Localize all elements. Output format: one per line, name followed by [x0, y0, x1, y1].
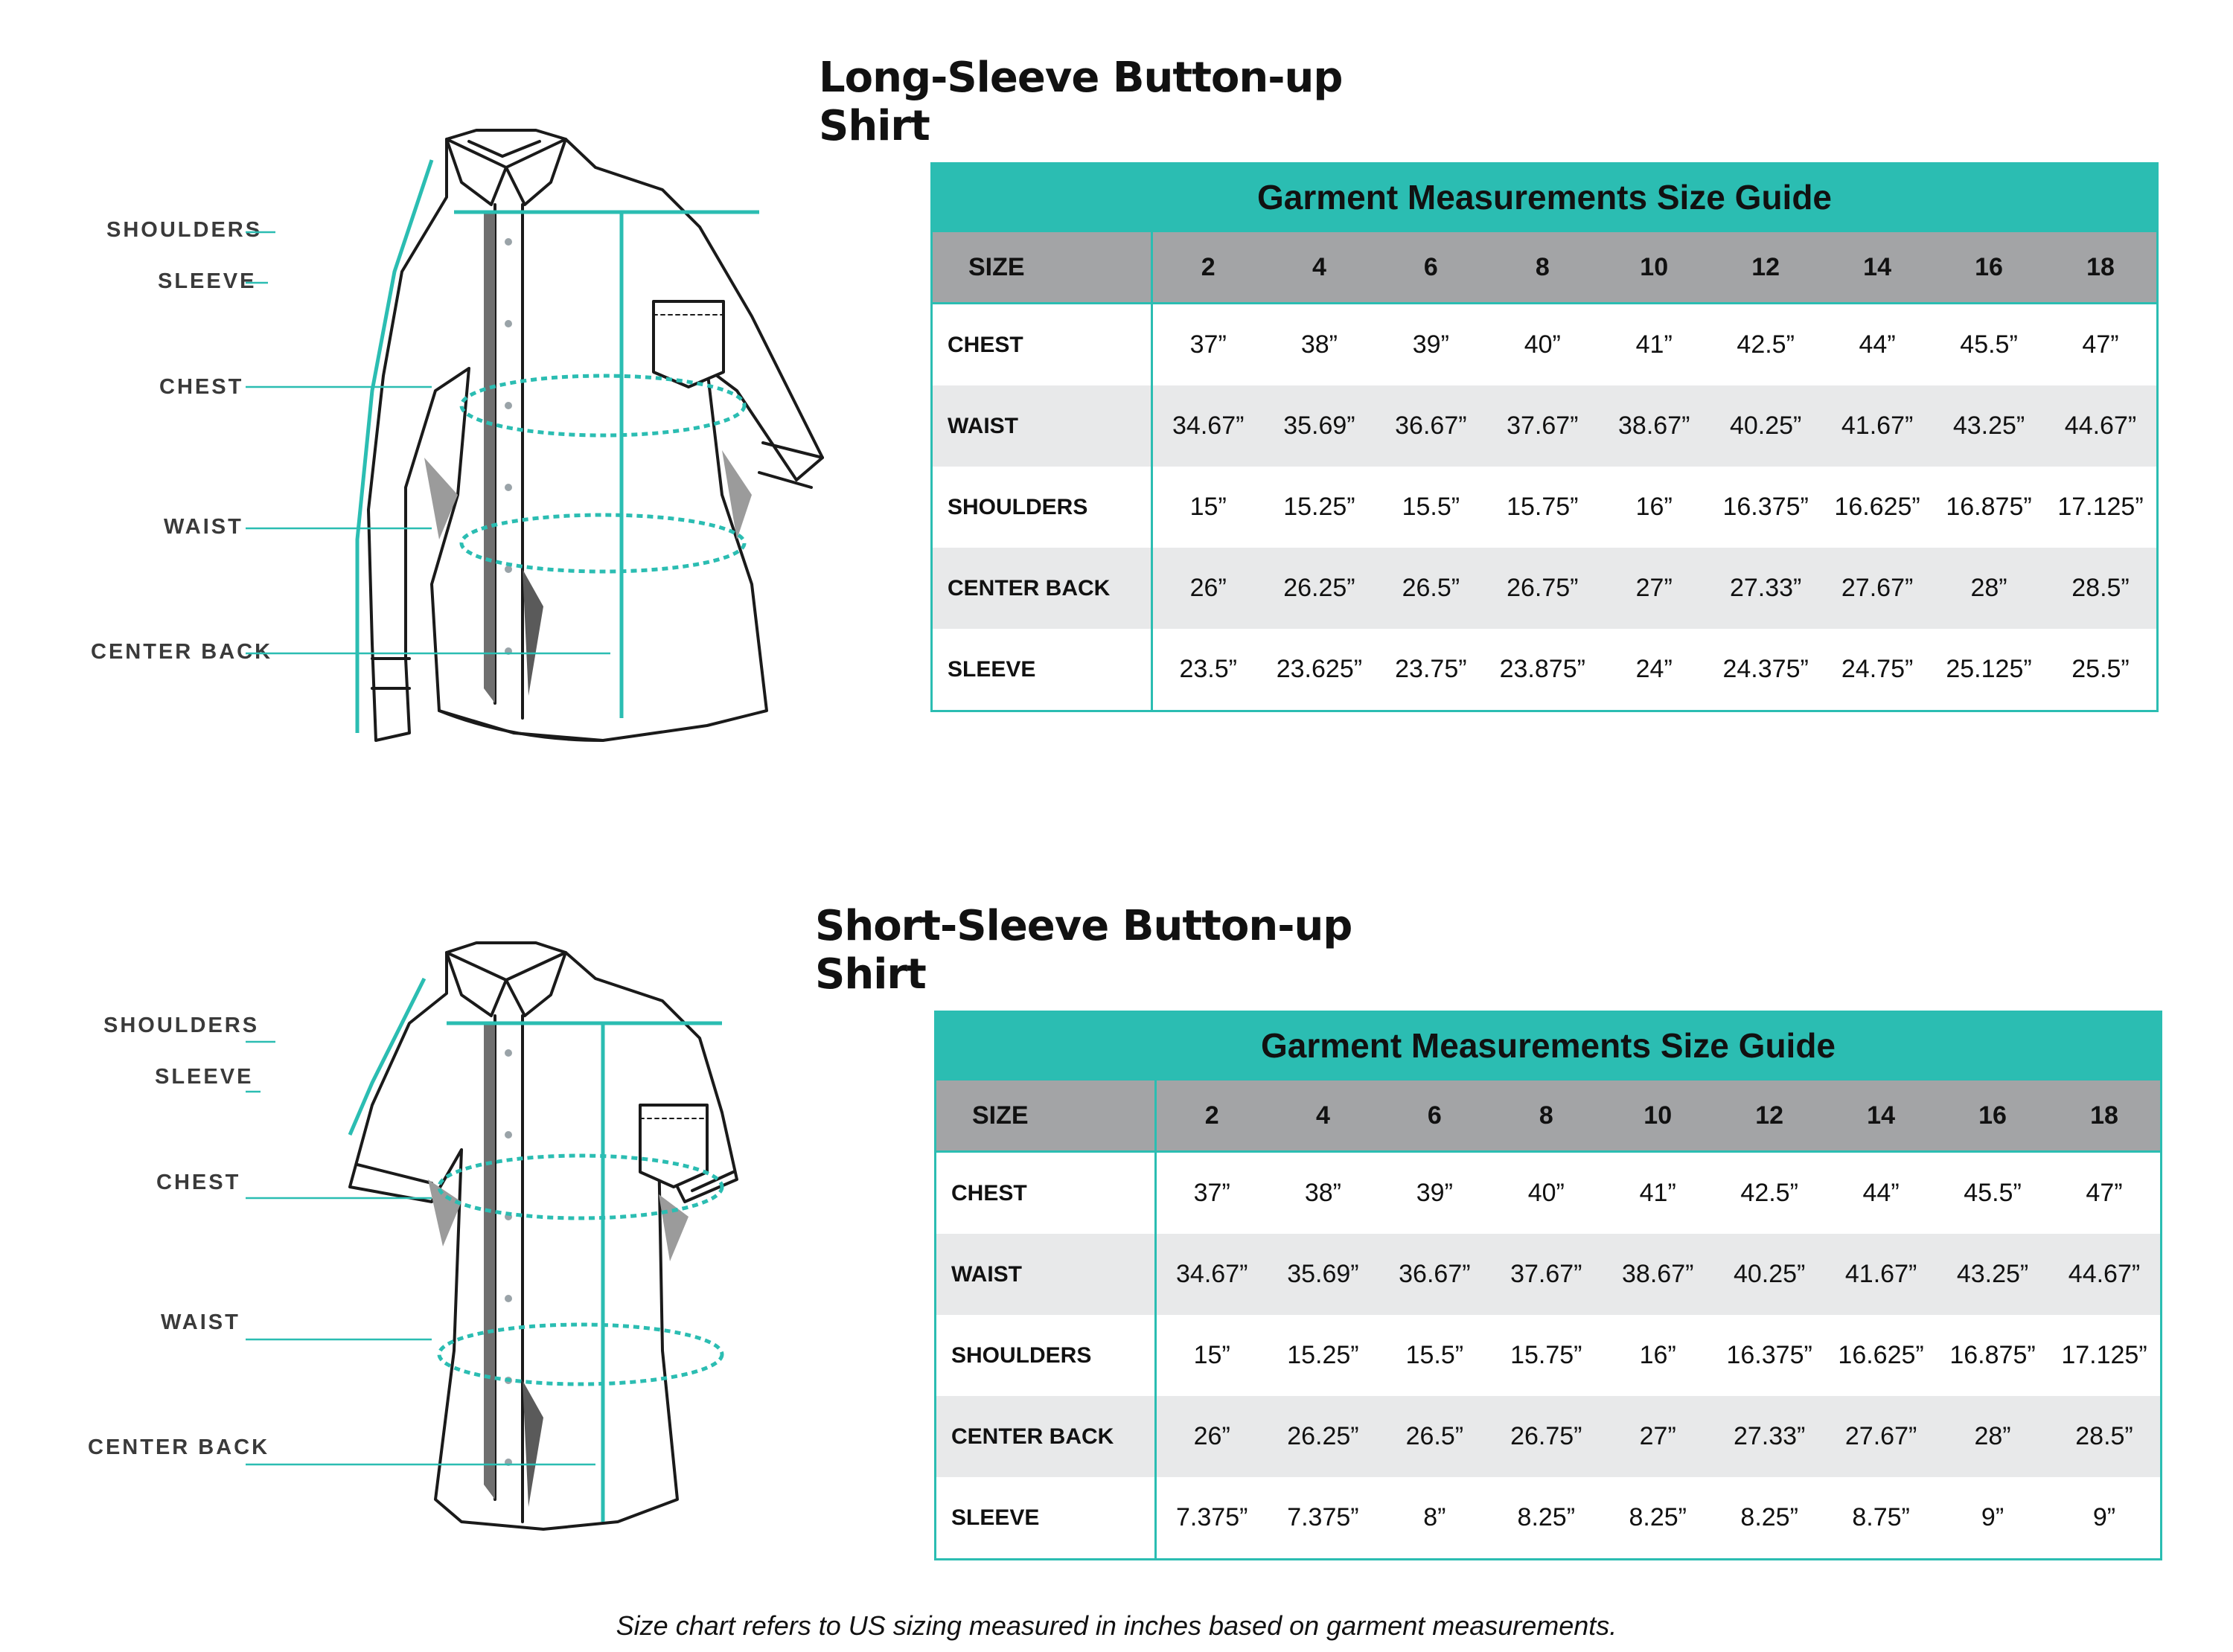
cell: 23.625” — [1276, 655, 1363, 683]
size-4: 4 — [1267, 1080, 1379, 1152]
cell: 16.625” — [1834, 493, 1920, 521]
cell: 16.875” — [1949, 1341, 2036, 1369]
cell: 40.25” — [1710, 385, 1821, 467]
table-row-shoulders — [933, 467, 2156, 548]
cell: 9” — [1981, 1503, 2004, 1531]
cell: 27” — [1598, 548, 1710, 629]
size-4: 4 — [1263, 232, 1375, 304]
cell: 26.75” — [1490, 1396, 1602, 1477]
label-center-back: CENTER BACK — [91, 640, 273, 664]
size-18: 18 — [2048, 1080, 2160, 1152]
cell: 15.5” — [1402, 493, 1460, 521]
cell: 28” — [1933, 548, 2045, 629]
cell: 43.25” — [1933, 385, 2045, 467]
cell: 47” — [2048, 1152, 2160, 1235]
cell: 35.69” — [1267, 1234, 1379, 1315]
cell: 40” — [1490, 1152, 1602, 1235]
cell: 34.67” — [1156, 1234, 1268, 1315]
long-sleeve-section — [0, 0, 2233, 804]
cell: 15” — [1193, 1341, 1230, 1369]
row-label: WAIST — [936, 1234, 1156, 1315]
row-label: CENTER BACK — [933, 548, 1152, 629]
cell: 7.375” — [1287, 1503, 1359, 1531]
cell: 43.25” — [1937, 1234, 2048, 1315]
size-guide-heading: Garment Measurements Size Guide — [930, 162, 2159, 232]
cell: 15.75” — [1510, 1341, 1582, 1369]
cell: 26.25” — [1267, 1396, 1379, 1477]
short-sleeve-section — [0, 848, 2233, 1652]
cell: 26.5” — [1375, 548, 1486, 629]
label-waist: WAIST — [164, 515, 243, 539]
size-6: 6 — [1379, 1080, 1490, 1152]
cell: 42.5” — [1710, 304, 1821, 386]
label-shoulders: SHOULDERS — [106, 218, 263, 242]
cell: 15.5” — [1405, 1341, 1464, 1369]
label-sleeve: SLEEVE — [155, 1065, 254, 1089]
cell: 36.67” — [1375, 385, 1486, 467]
cell: 26” — [1156, 1396, 1268, 1477]
size-10: 10 — [1602, 1080, 1713, 1152]
cell: 15” — [1189, 493, 1227, 521]
cell: 41” — [1598, 304, 1710, 386]
table-row-shoulders — [936, 1315, 2160, 1396]
cell: 44” — [1821, 304, 1933, 386]
cell: 15.25” — [1283, 493, 1355, 521]
cell: 16” — [1635, 493, 1673, 521]
size-14: 14 — [1825, 1080, 1937, 1152]
cell: 16.375” — [1726, 1341, 1812, 1369]
cell: 26.75” — [1486, 548, 1598, 629]
cell: 28.5” — [2045, 548, 2156, 629]
cell: 16.875” — [1946, 493, 2032, 521]
cell: 27.67” — [1821, 548, 1933, 629]
cell: 37.67” — [1486, 385, 1598, 467]
cell: 37.67” — [1490, 1234, 1602, 1315]
cell: 16.375” — [1722, 493, 1809, 521]
cell: 26” — [1152, 548, 1264, 629]
table-row-waist — [936, 1234, 2160, 1315]
cell: 15.75” — [1507, 493, 1579, 521]
cell: 16.625” — [1838, 1341, 1924, 1369]
measurement-labels — [0, 0, 273, 804]
size-18: 18 — [2045, 232, 2156, 304]
size-16: 16 — [1933, 232, 2045, 304]
long-sleeve-title: Long-Sleeve Button-up Shirt — [819, 54, 1343, 150]
cell: 8” — [1423, 1503, 1446, 1531]
size-14: 14 — [1821, 232, 1933, 304]
label-chest: CHEST — [156, 1171, 241, 1194]
label-center-back: CENTER BACK — [88, 1435, 270, 1459]
cell: 8.25” — [1517, 1503, 1576, 1531]
cell: 40.25” — [1713, 1234, 1825, 1315]
cell: 38” — [1267, 1152, 1379, 1235]
size-12: 12 — [1710, 232, 1821, 304]
size-12: 12 — [1713, 1080, 1825, 1152]
table-row-sleeve — [933, 629, 2156, 710]
cell: 41.67” — [1825, 1234, 1937, 1315]
cell: 45.5” — [1937, 1152, 2048, 1235]
size-guide-heading: Garment Measurements Size Guide — [934, 1011, 2162, 1080]
cell: 27.33” — [1710, 548, 1821, 629]
long-sleeve-size-table — [933, 232, 2156, 710]
short-sleeve-title: Short-Sleeve Button-up Shirt — [815, 902, 1352, 999]
row-label: SLEEVE — [933, 629, 1152, 710]
table-row-chest — [936, 1152, 2160, 1235]
cell: 8.75” — [1852, 1503, 1910, 1531]
table-row-center-back — [933, 548, 2156, 629]
cell: 27.33” — [1713, 1396, 1825, 1477]
cell: 25.5” — [2071, 655, 2130, 683]
size-column-header: SIZE — [936, 1080, 1156, 1152]
cell: 24” — [1635, 655, 1673, 683]
cell: 28” — [1937, 1396, 2048, 1477]
cell: 44.67” — [2048, 1234, 2160, 1315]
row-label: SHOULDERS — [936, 1315, 1156, 1396]
short-sleeve-shirt-illustration — [246, 934, 916, 1604]
table-row-sleeve — [936, 1477, 2160, 1558]
cell: 37” — [1156, 1152, 1268, 1235]
cell: 16” — [1639, 1341, 1676, 1369]
cell: 24.75” — [1841, 655, 1914, 683]
size-16: 16 — [1937, 1080, 2048, 1152]
label-shoulders: SHOULDERS — [103, 1014, 260, 1037]
cell: 25.125” — [1946, 655, 2032, 683]
cell: 7.375” — [1176, 1503, 1248, 1531]
cell: 26.5” — [1379, 1396, 1490, 1477]
cell: 41.67” — [1821, 385, 1933, 467]
cell: 17.125” — [2061, 1341, 2147, 1369]
cell: 38.67” — [1598, 385, 1710, 467]
row-label: WAIST — [933, 385, 1152, 467]
cell: 27.67” — [1825, 1396, 1937, 1477]
size-8: 8 — [1490, 1080, 1602, 1152]
cell: 34.67” — [1152, 385, 1264, 467]
measurement-labels — [0, 848, 268, 1652]
cell: 39” — [1375, 304, 1486, 386]
row-label: CHEST — [933, 304, 1152, 386]
cell: 24.375” — [1722, 655, 1809, 683]
size-10: 10 — [1598, 232, 1710, 304]
cell: 44” — [1825, 1152, 1937, 1235]
long-sleeve-size-guide — [930, 162, 2159, 712]
row-label: SLEEVE — [936, 1477, 1156, 1558]
cell: 39” — [1379, 1152, 1490, 1235]
label-waist: WAIST — [161, 1310, 240, 1334]
cell: 27” — [1602, 1396, 1713, 1477]
row-label: CENTER BACK — [936, 1396, 1156, 1477]
cell: 23.75” — [1395, 655, 1467, 683]
cell: 38.67” — [1602, 1234, 1713, 1315]
long-sleeve-shirt-illustration — [246, 123, 916, 793]
cell: 47” — [2045, 304, 2156, 386]
row-label: SHOULDERS — [933, 467, 1152, 548]
cell: 40” — [1486, 304, 1598, 386]
cell: 37” — [1152, 304, 1264, 386]
cell: 45.5” — [1933, 304, 2045, 386]
cell: 8.25” — [1740, 1503, 1798, 1531]
cell: 42.5” — [1713, 1152, 1825, 1235]
short-sleeve-size-guide — [934, 1011, 2162, 1560]
table-row-chest — [933, 304, 2156, 386]
cell: 38” — [1263, 304, 1375, 386]
cell: 41” — [1602, 1152, 1713, 1235]
cell: 15.25” — [1287, 1341, 1359, 1369]
cell: 23.5” — [1179, 655, 1237, 683]
row-label: CHEST — [936, 1152, 1156, 1235]
cell: 23.875” — [1499, 655, 1585, 683]
short-sleeve-size-table — [936, 1080, 2160, 1558]
cell: 26.25” — [1263, 548, 1375, 629]
cell: 17.125” — [2057, 493, 2144, 521]
cell: 35.69” — [1263, 385, 1375, 467]
size-8: 8 — [1486, 232, 1598, 304]
cell: 9” — [2092, 1503, 2116, 1531]
size-header-row — [936, 1080, 2160, 1152]
table-row-center-back — [936, 1396, 2160, 1477]
label-chest: CHEST — [159, 375, 244, 399]
cell: 36.67” — [1379, 1234, 1490, 1315]
size-2: 2 — [1156, 1080, 1268, 1152]
footnote: Size chart refers to US sizing measured in inches based on garment measurements. — [616, 1610, 1617, 1641]
cell: 44.67” — [2045, 385, 2156, 467]
table-row-waist — [933, 385, 2156, 467]
size-header-row — [933, 232, 2156, 304]
size-2: 2 — [1152, 232, 1264, 304]
cell: 8.25” — [1629, 1503, 1687, 1531]
size-column-header: SIZE — [933, 232, 1152, 304]
size-6: 6 — [1375, 232, 1486, 304]
label-sleeve: SLEEVE — [158, 269, 257, 293]
cell: 28.5” — [2048, 1396, 2160, 1477]
